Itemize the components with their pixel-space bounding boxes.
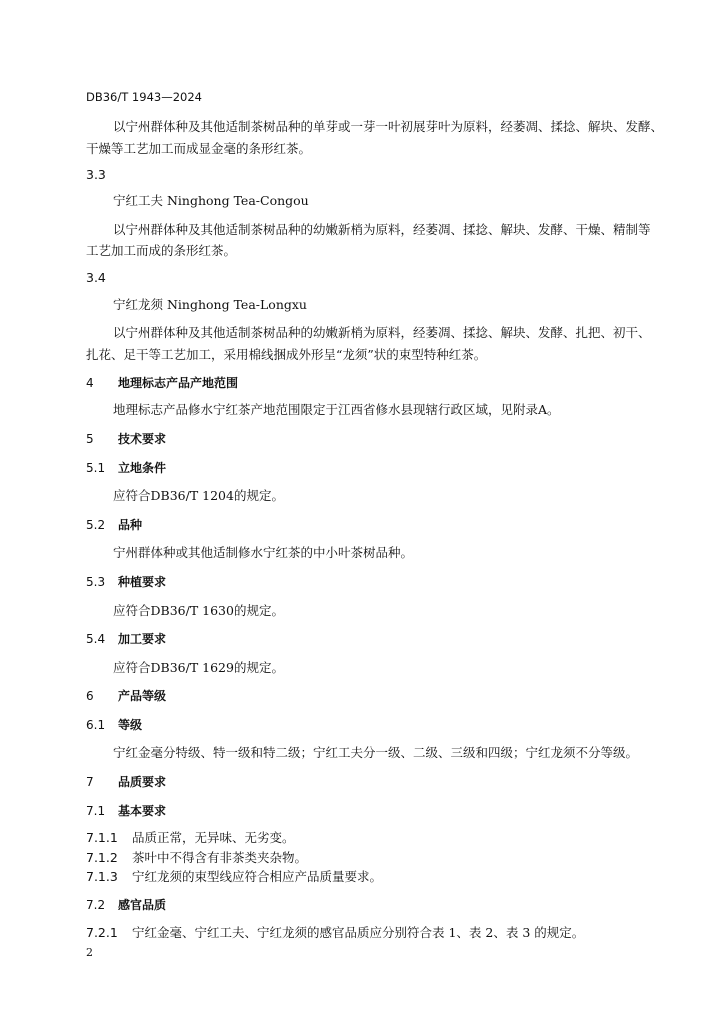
- section-6-heading: [86, 688, 166, 704]
- clause-number: 5.3: [86, 575, 106, 589]
- clause-7-1-1: [86, 830, 295, 846]
- clause-number: 7.1: [86, 804, 106, 818]
- clause-6-1-text: 宁红金毫分特级、特一级和特二级；宁红工夫分一级、二级、三级和四级；宁红龙须不分等级。: [113, 745, 639, 760]
- clause-text: 宁红龙须的束型线应符合相应产品质量要求。: [132, 869, 383, 884]
- longxu-definition-line-1: 以宁州群体种及其他适制茶树品种的幼嫩新梢为原料，经萎凋、揉捻、解块、发酵、扎把、初干、: [113, 325, 651, 340]
- section-number: 6: [86, 689, 94, 703]
- clause-title: 加工要求: [118, 632, 167, 646]
- section-4-heading: [86, 375, 238, 391]
- clause-5-2-heading: [86, 517, 142, 533]
- clause-text: 茶叶中不得含有非茶类夹杂物。: [132, 850, 308, 865]
- clause-number: 7.1.2: [86, 850, 118, 865]
- clause-number: 7.1.3: [86, 869, 118, 884]
- clause-number: 7.2: [86, 898, 106, 912]
- clause-6-1-heading: [86, 717, 142, 733]
- clause-5-3-heading: [86, 574, 166, 590]
- clause-3-4-number: 3.4: [86, 270, 106, 285]
- section-title: 技术要求: [118, 432, 167, 446]
- clause-text: 品质正常，无异味、无劣变。: [132, 830, 295, 845]
- clause-title: 立地条件: [118, 461, 167, 475]
- section-number: 5: [86, 432, 94, 446]
- section-4-text: 地理标志产品修水宁红茶产地范围限定于江西省修水县现辖行政区域，见附录A。: [113, 402, 560, 417]
- clause-5-1-text: 应符合DB36/T 1204的规定。: [113, 488, 284, 503]
- clause-number: 7.1.1: [86, 830, 118, 845]
- intro-paragraph-line-2: 干燥等工艺加工而成显金毫的条形红茶。: [86, 141, 312, 156]
- clause-number: 5.1: [86, 461, 106, 475]
- section-5-heading: [86, 431, 166, 447]
- section-title: 地理标志产品产地范围: [118, 376, 239, 390]
- term-ninghong-longxu: 宁红龙须 Ninghong Tea-Longxu: [113, 297, 307, 312]
- clause-number: 6.1: [86, 718, 106, 732]
- clause-5-3-text: 应符合DB36/T 1630的规定。: [113, 603, 284, 618]
- clause-text: 宁红金毫、宁红工夫、宁红龙须的感官品质应分别符合表 1、表 2、表 3 的规定。: [132, 925, 585, 940]
- congou-definition-line-1: 以宁州群体种及其他适制茶树品种的幼嫩新梢为原料，经萎凋、揉捻、解块、发酵、干燥、精制等: [113, 222, 651, 237]
- clause-7-2-1: [86, 925, 584, 941]
- intro-paragraph-line-1: 以宁州群体种及其他适制茶树品种的单芽或一芽一叶初展芽叶为原料，经萎凋、揉捻、解块、发酵、: [113, 119, 664, 134]
- term-ninghong-congou: 宁红工夫 Ninghong Tea-Congou: [113, 193, 309, 208]
- clause-5-4-heading: [86, 631, 166, 647]
- clause-7-2-heading: [86, 897, 166, 913]
- section-7-heading: [86, 774, 166, 790]
- congou-definition-line-2: 工艺加工而成的条形红茶。: [86, 243, 237, 258]
- section-number: 7: [86, 775, 94, 789]
- clause-3-3-number: 3.3: [86, 167, 106, 182]
- clause-5-4-text: 应符合DB36/T 1629的规定。: [113, 660, 284, 675]
- standard-code-header: DB36/T 1943—2024: [86, 90, 202, 104]
- clause-5-1-heading: [86, 460, 166, 476]
- clause-7-1-heading: [86, 803, 166, 819]
- clause-title: 感官品质: [118, 898, 167, 912]
- clause-title: 等级: [118, 718, 143, 732]
- clause-7-1-2: [86, 850, 307, 866]
- clause-5-2-text: 宁州群体种或其他适制修水宁红茶的中小叶茶树品种。: [113, 545, 414, 560]
- clause-number: 5.2: [86, 518, 106, 532]
- section-title: 品质要求: [118, 775, 167, 789]
- clause-number: 5.4: [86, 632, 106, 646]
- page-number: 2: [86, 946, 93, 959]
- section-title: 产品等级: [118, 689, 167, 703]
- longxu-definition-line-2: 扎花、足干等工艺加工，采用棉线捆成外形呈“龙须”状的束型特种红茶。: [86, 347, 487, 362]
- clause-title: 基本要求: [118, 804, 167, 818]
- section-number: 4: [86, 376, 94, 390]
- clause-title: 种植要求: [118, 575, 167, 589]
- clause-title: 品种: [118, 518, 143, 532]
- clause-number: 7.2.1: [86, 925, 118, 940]
- clause-7-1-3: [86, 869, 382, 885]
